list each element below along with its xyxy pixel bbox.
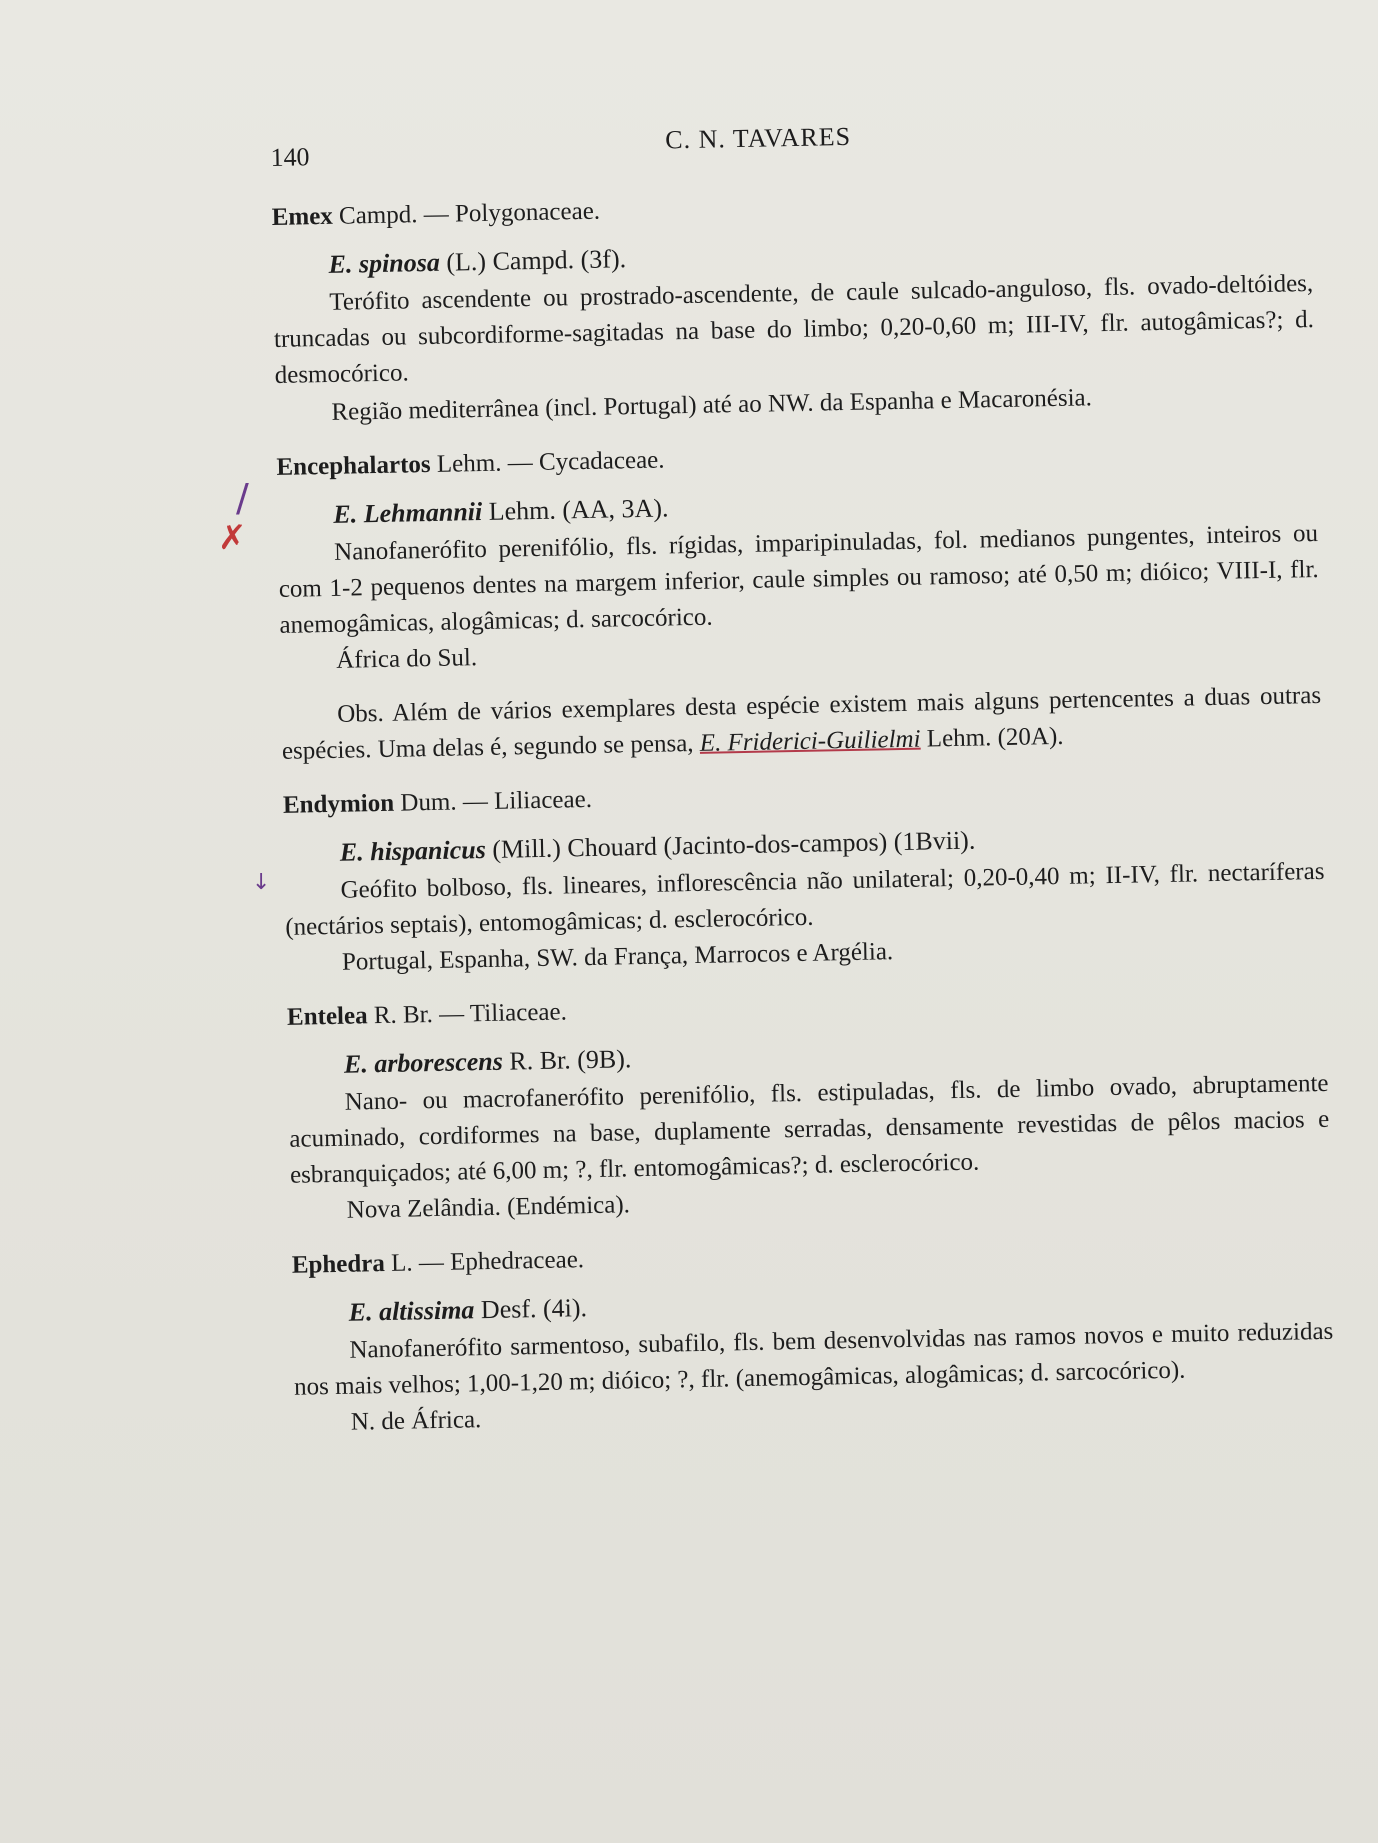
obs-text: Obs. Além de vários exemplares desta espécie existem mais alguns pertencentes a duas outras espécies. Uma delas é, segundo se pensa, [281, 681, 1322, 765]
running-head: C. N. TAVARES [664, 121, 852, 155]
species-distribution: Portugal, Espanha, SW. da França, Marrocos e Argélia. [341, 938, 894, 976]
obs-species-name: E. Friderici-Guilielmi [699, 725, 921, 757]
pencil-arrow-annotation: ↓ [252, 870, 271, 895]
species-name: E. arborescens [343, 1046, 504, 1079]
observation-note [281, 678, 1322, 770]
species-description: Nanofanerófito sarmentoso, subafilo, fls. bem desenvolvidas nas ramos novos e muito reduzidas nos mais velhos; 1,00-1,20 m; dióico; ?, flr. (anemogâmicas, alogâmicas; d. sarcocórico). [293, 1317, 1334, 1401]
genus-name: Encephalartos [276, 450, 431, 481]
page-number: 140 [270, 142, 310, 172]
genus-name: Emex [271, 202, 334, 231]
species-name: E. hispanicus [339, 834, 487, 867]
genus-author: Dum. — Liliaceae. [400, 785, 593, 817]
species-description: Nano- ou macrofanerófito perenifólio, fls. estipuladas, fls. de limbo ovado, abruptamente acuminado, cordiformes na base, duplamente serradas, densamente revestidas de pêlos macios e esbranquiçados; até 6,00 m; ?, flr. entomogâmicas?; d. esclerocórico. [289, 1069, 1330, 1189]
genus-heading-ephedra [291, 1228, 1331, 1284]
species-name: E. spinosa [328, 247, 441, 279]
genus-author: Campd. — Polygonaceae. [338, 197, 601, 230]
species-description: Terófito ascendente ou prostrado-ascendente, de caule sulcado-anguloso, fls. ovado-deltóides, truncadas ou subcordiforme-sagitadas na base do limbo; 0,20-0,60 m; III-IV, flr. autogâmicas?; d. desmocórico. [273, 270, 1315, 389]
red-check-annotation: ✗ [218, 518, 247, 558]
genus-heading-entelea [287, 980, 1327, 1036]
page-header [270, 110, 1311, 182]
genus-heading-encephalartos [276, 430, 1316, 486]
species-distribution: África do Sul. [335, 644, 478, 674]
genus-author: L. — Ephedraceae. [390, 1246, 585, 1277]
genus-heading-endymion [283, 768, 1323, 824]
species-author: (Mill.) Chouard (Jacinto-dos-campos) (1Bvii). [492, 825, 976, 864]
species-description: Geófito bolboso, fls. lineares, inflorescência não unilateral; 0,20-0,40 m; II-IV, flr. nectaríferas (nectários septais), entomogâmicas; d. esclerocórico. [285, 857, 1325, 941]
genus-name: Entelea [286, 1002, 368, 1031]
genus-name: Endymion [282, 789, 395, 819]
species-author: (L.) Campd. (3f). [446, 244, 627, 277]
species-description: Nanofanerófito perenifólio, fls. rígidas, imparipinuladas, fol. medianos pungentes, inteiros ou com 1-2 pequenos dentes na margem inferior, caule simples ou ramoso; até 0,50 m; dióico; VIII-I, flr. anemogâmicas, alogâmicas; d. sarcocórico. [278, 519, 1319, 639]
species-author: Lehm. (AA, 3A). [488, 493, 669, 526]
species-name: E. Lehmannii [333, 496, 483, 529]
species-distribution: Nova Zelândia. (Endémica). [346, 1191, 631, 1224]
genus-author: R. Br. — Tiliaceae. [373, 998, 568, 1030]
obs-suffix: Lehm. (20A). [926, 722, 1064, 753]
species-author: Desf. (4i). [480, 1293, 588, 1325]
species-distribution: Região mediterrânea (incl. Portugal) até ao NW. da Espanha e Macaronésia. [331, 384, 1093, 426]
pencil-slash-annotation: / [236, 476, 249, 520]
page-content [270, 110, 1335, 1442]
genus-heading-emex [271, 180, 1311, 236]
species-name: E. altissima [348, 1295, 475, 1327]
genus-name: Ephedra [291, 1250, 386, 1279]
species-distribution: N. de África. [350, 1406, 482, 1436]
species-author: R. Br. (9B). [509, 1044, 632, 1076]
genus-author: Lehm. — Cycadaceae. [436, 446, 665, 478]
